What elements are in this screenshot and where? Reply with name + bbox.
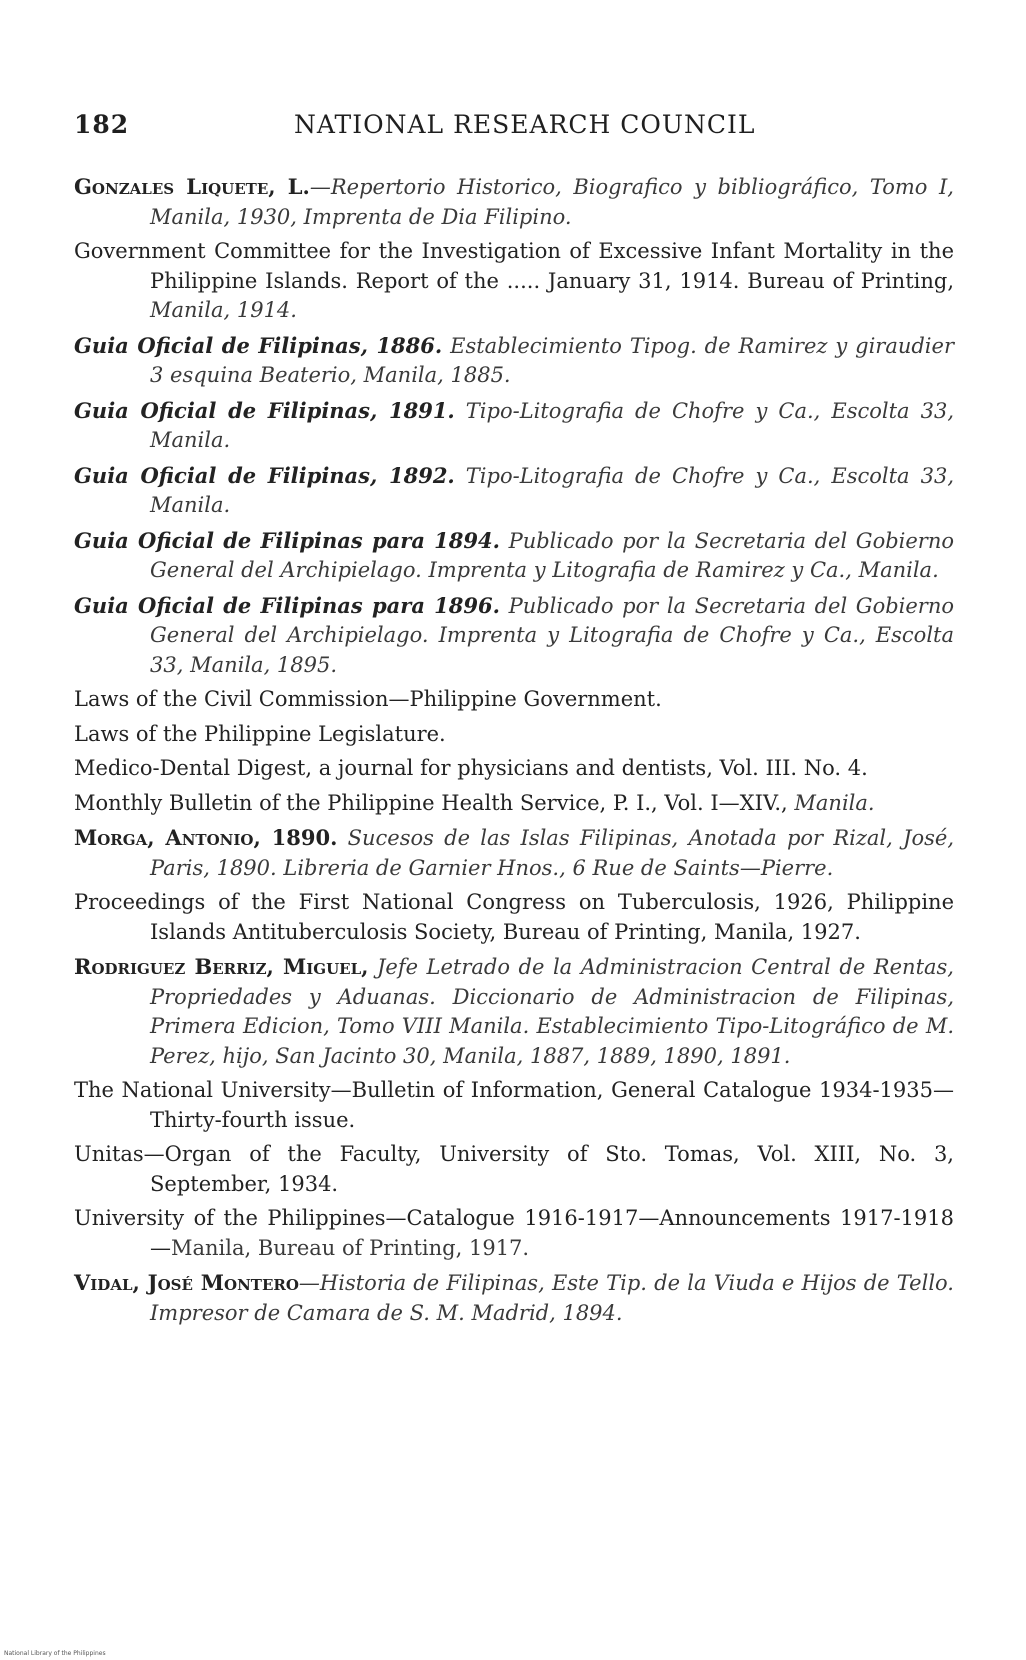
entry-rest: Manila, 1914. — [150, 298, 297, 322]
entry-lead: Proceedings of the First National Congress on Tuberculosis, 1926, Philippine Islands Antituberculosis Society, Bureau of Printing, Manila, 1927. — [74, 890, 954, 944]
bibliography-entry — [74, 526, 954, 586]
entry-lead: Unitas—Organ of the Faculty, University of Sto. Tomas, Vol. XIII, No. 3, September, 1934. — [74, 1142, 954, 1196]
entry-lead: University of the Philippines—Catalogue 1916-1917—Announcements 1917-1918— — [74, 1206, 954, 1260]
bibliography-entry — [74, 331, 954, 391]
bibliography-entry — [74, 789, 954, 819]
entry-rest: Manila. — [794, 790, 875, 815]
entry-lead: Guia Oficial de Filipinas, 1891. — [74, 397, 455, 423]
entry-rest: —Repertorio Historico, Biografico y bibliográfico, Tomo I, Manila, 1930, Imprenta de Dia Filipino. — [150, 175, 954, 229]
bibliography-entry — [74, 172, 954, 232]
bibliography-entry — [74, 720, 954, 750]
entry-rest: Publicado por la Secretaria del Gobierno General del Archipielago. Imprenta y Litografia de Ramirez y Ca., Manila. — [150, 528, 955, 582]
bibliography-entry — [74, 1076, 954, 1135]
footer-credit: National Library of the Philippines — [4, 1650, 106, 1657]
page-number: 182 — [74, 110, 130, 139]
entry-lead: Guia Oficial de Filipinas para 1894. — [74, 527, 500, 553]
bibliography-entry — [74, 823, 954, 883]
running-title: NATIONAL RESEARCH COUNCIL — [294, 110, 756, 139]
bibliography-entry — [74, 237, 954, 326]
entry-lead: Monthly Bulletin of the Philippine Health Service, P. I., Vol. I—XIV., — [74, 790, 795, 815]
bibliography-list — [74, 172, 954, 1333]
entry-lead: Rodriguez Berriz, Miguel, — [74, 954, 369, 979]
entry-rest: Jefe Letrado de la Administracion Central de Rentas, Propriedades y Aduanas. Diccionario de Administracion de Filipinas, Primera Edicion, Tomo VIII Manila. Establecimiento Tipo-Litográfico de M. Perez, hijo, San Jacinto 30, Manila, 1887, 1889, 1890, 1891. — [150, 955, 954, 1068]
bibliography-entry — [74, 591, 954, 681]
entry-rest: Sucesos de las Islas Filipinas, Anotada por Rizal, José, Paris, 1890. Libreria de Garnier Hnos., 6 Rue de Saints—Pierre. — [150, 826, 954, 880]
bibliography-entry — [74, 461, 954, 521]
entry-lead: Laws of the Civil Commission—Philippine Government. — [74, 687, 662, 711]
bibliography-entry — [74, 685, 954, 715]
entry-rest: Tipo-Litografia de Chofre y Ca., Escolta 33, Manila. — [150, 398, 954, 452]
entry-lead: Medico-Dental Digest, a journal for physicians and dentists, Vol. III. No. 4. — [74, 756, 868, 780]
entry-rest: Tipo-Litografia de Chofre y Ca., Escolta 33, Manila. — [150, 463, 954, 517]
bibliography-entry — [74, 888, 954, 947]
bibliography-entry — [74, 1204, 954, 1263]
entry-lead: Guia Oficial de Filipinas para 1896. — [74, 592, 500, 618]
entry-lead: The National University—Bulletin of Information, General Catalogue 1934-1935—Thirty-fourth issue. — [74, 1078, 954, 1132]
bibliography-entry — [74, 1140, 954, 1199]
entry-lead: Government Committee for the Investigation of Excessive Infant Mortality in the Philippine Islands. Report of the ..... January 31, 1914. Bureau of Printing, — [74, 239, 954, 293]
entry-lead: Laws of the Philippine Legislature. — [74, 721, 446, 746]
entry-rest: Publicado por la Secretaria del Gobierno General del Archipielago. Imprenta y Litografia de Chofre y Ca., Escolta 33, Manila, 1895. — [150, 593, 955, 677]
entry-lead: Guia Oficial de Filipinas, 1886. — [74, 332, 443, 358]
entry-lead: Vidal, José Montero — [74, 1270, 299, 1295]
bibliography-entry — [74, 754, 954, 784]
entry-lead: Guia Oficial de Filipinas, 1892. — [74, 462, 455, 488]
bibliography-entry — [74, 952, 954, 1071]
entry-lead: Morga, Antonio, 1890. — [74, 825, 338, 850]
bibliography-entry — [74, 1268, 954, 1328]
entry-lead: Gonzales Liquete, L. — [74, 174, 310, 199]
entry-rest: Manila, Bureau of Printing, 1917. — [171, 1235, 530, 1260]
entry-rest: Establecimiento Tipog. de Ramirez y giraudier 3 esquina Beaterio, Manila, 1885. — [150, 333, 954, 387]
bibliography-entry — [74, 396, 954, 456]
entry-rest: —Historia de Filipinas, Este Tip. de la Viuda e Hijos de Tello. Impresor de Camara de S. M. Madrid, 1894. — [150, 1271, 954, 1325]
